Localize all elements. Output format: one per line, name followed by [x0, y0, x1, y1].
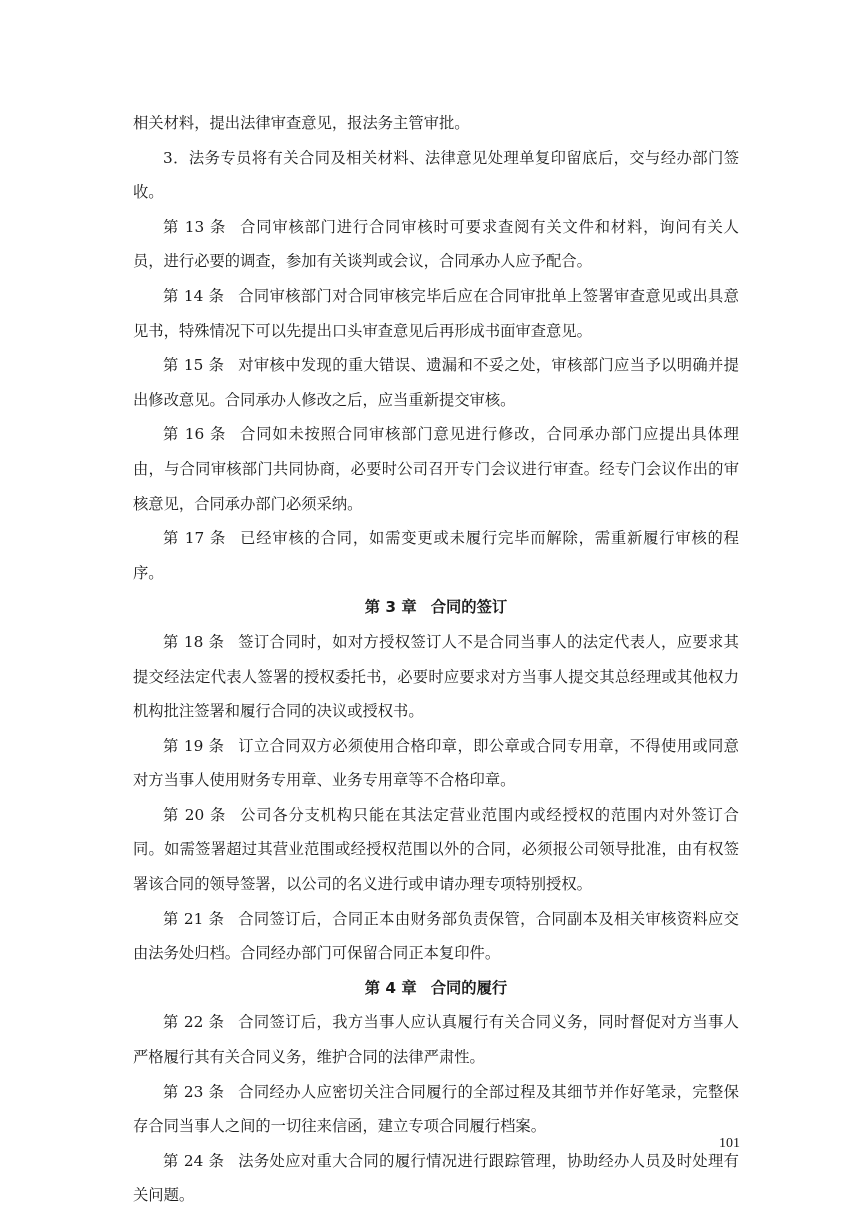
chapter-heading [133, 971, 739, 1006]
article-number: 第 17 条 [163, 529, 227, 548]
page-number: 101 [719, 1136, 740, 1151]
article-text: 订立合同双方必须使用合格印章，即公章或合同专用章，不得使用或同意对方当事人使用财务专用章、业务专用章等不合格印章。 [133, 736, 739, 790]
article-text: 合同签订后，我方当事人应认真履行有关合同义务，同时督促对方当事人严格履行其有关合同义务，维护合同的法律严肃性。 [133, 1013, 739, 1067]
article-16 [133, 417, 739, 521]
article-15 [133, 348, 739, 417]
document-body [133, 106, 739, 1213]
chapter-title: 合同的签订 [430, 598, 508, 617]
article-14 [133, 279, 739, 348]
article-text: 签订合同时，如对方授权签订人不是合同当事人的法定代表人，应要求其提交经法定代表人签署的授权委托书，必要时应要求对方当事人提交其总经理或其他权力机构批注签署和履行合同的决议或授权书。 [133, 632, 739, 721]
article-number: 第 15 条 [163, 356, 225, 375]
article-text: 合同审核部门对合同审核完毕后应在合同审批单上签署审查意见或出具意见书，特殊情况下可以先提出口头审查意见后再形成书面审查意见。 [133, 286, 739, 340]
article-22 [133, 1005, 739, 1074]
article-text: 已经审核的合同，如需变更或未履行完毕而解除，需重新履行审核的程序。 [133, 529, 739, 582]
article-text: 合同审核部门进行合同审核时可要求查阅有关文件和材料，询问有关人员，进行必要的调查，参加有关谈判或会议，合同承办人应予配合。 [133, 217, 739, 271]
article-number: 第 14 条 [163, 286, 225, 305]
article-number: 第 23 条 [163, 1082, 225, 1101]
article-18 [133, 625, 739, 729]
article-19 [133, 729, 739, 798]
article-number: 第 16 条 [163, 425, 227, 444]
chapter-title: 合同的履行 [430, 978, 508, 997]
article-number: 第 24 条 [163, 1151, 225, 1170]
article-number: 第 20 条 [163, 805, 227, 824]
article-23 [133, 1075, 739, 1144]
article-number: 第 19 条 [163, 736, 225, 755]
article-number: 第 21 条 [163, 909, 225, 928]
article-21 [133, 902, 739, 971]
article-text: 对审核中发现的重大错误、遗漏和不妥之处，审核部门应当予以明确并提出修改意见。合同承办人修改之后，应当重新提交审核。 [133, 356, 739, 409]
chapter-number: 第 4 章 [364, 978, 417, 997]
article-text: 合同签订后，合同正本由财务部负责保管，合同副本及相关审核资料应交由法务处归档。合同经办部门可保留合同正本复印件。 [133, 909, 739, 963]
article-number: 第 22 条 [163, 1013, 225, 1032]
paragraph: 3．法务专员将有关合同及相关材料、法律意见处理单复印留底后，交与经办部门签收。 [133, 148, 739, 202]
article-number: 第 13 条 [163, 217, 227, 236]
article-24 [133, 1144, 739, 1213]
article-13 [133, 210, 739, 279]
article-number: 第 18 条 [163, 632, 225, 651]
article-text: 合同如未按照合同审核部门意见进行修改，合同承办部门应提出具体理由，与合同审核部门共同协商，必要时公司召开专门会议进行审查。经专门会议作出的审核意见，合同承办部门必须采纳。 [133, 425, 739, 513]
article-text: 公司各分支机构只能在其法定营业范围内或经授权的范围内对外签订合同。如需签署超过其营业范围或经授权范围以外的合同，必须报公司领导批准，由有权签署该合同的领导签署，以公司的名义进行或申请办理专项特别授权。 [133, 805, 739, 894]
chapter-number: 第 3 章 [364, 598, 417, 617]
article-text: 法务处应对重大合同的履行情况进行跟踪管理，协助经办人员及时处理有关问题。 [133, 1151, 739, 1205]
paragraph: 相关材料，提出法律审查意见，报法务主管审批。 [133, 114, 470, 132]
article-text: 合同经办人应密切关注合同履行的全部过程及其细节并作好笔录，完整保存合同当事人之间的一切往来信函，建立专项合同履行档案。 [133, 1082, 739, 1136]
article-20 [133, 798, 739, 902]
article-17 [133, 521, 739, 590]
chapter-heading [133, 590, 739, 625]
